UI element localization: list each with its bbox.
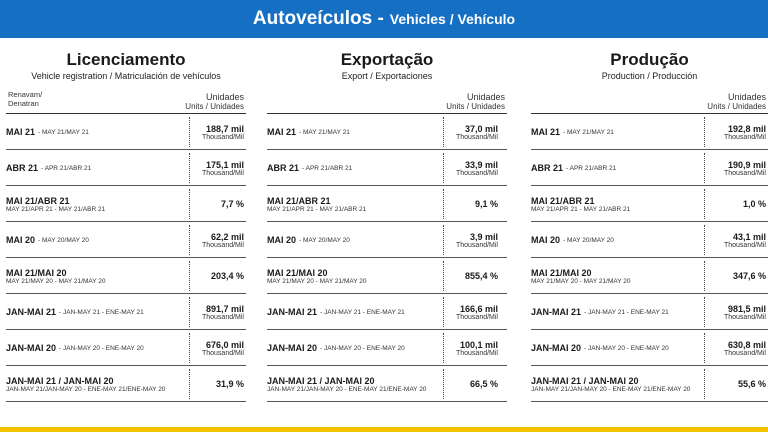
value-number: 31,9 % <box>215 379 244 389</box>
value-unit: Thousand/Mil <box>201 169 244 177</box>
table-row <box>531 222 768 258</box>
units-header-row <box>6 90 246 114</box>
row-label <box>531 186 630 222</box>
units-label <box>185 92 244 112</box>
row-value <box>704 153 768 183</box>
row-label <box>531 222 614 258</box>
period-label-translation: - JAN-MAY 21 - ENE-MAY 21 <box>59 308 144 316</box>
period-label: MAI 20 <box>267 235 297 245</box>
value-number: 9,1 % <box>474 199 498 209</box>
row-label <box>267 222 350 258</box>
column-exportacao <box>267 50 507 402</box>
table-row <box>531 294 768 330</box>
period-label-translation: MAY 21/MAY 20 - MAY 21/MAY 20 <box>6 277 106 285</box>
row-value <box>189 189 246 219</box>
row-label <box>6 258 105 294</box>
value-number: 190,9 mil <box>727 159 766 170</box>
value-unit: Thousand/Mil <box>455 349 498 357</box>
row-label <box>267 258 366 294</box>
row-label <box>531 330 669 366</box>
column-subtitle: Vehicle registration / Matriculación de vehículos <box>31 71 221 81</box>
value-number: 347,6 % <box>732 271 766 281</box>
row-value <box>704 369 768 399</box>
units-label-main: Unidades <box>466 92 505 102</box>
table-row <box>267 330 507 366</box>
table-row <box>531 366 768 402</box>
row-label <box>6 294 144 330</box>
value-number: 3,9 mil <box>469 231 498 242</box>
column-title: Produção <box>610 50 689 69</box>
value-number: 676,0 mil <box>205 339 244 350</box>
row-label <box>267 366 426 402</box>
table-row <box>6 150 246 186</box>
period-label-translation: MAY 21/MAY 20 - MAY 21/MAY 20 <box>531 277 631 285</box>
table-row <box>531 258 768 294</box>
table-row <box>6 294 246 330</box>
value-number: 855,4 % <box>464 271 498 281</box>
units-label <box>707 92 766 112</box>
period-label-translation: MAY 21/APR 21 - MAY 21/ABR 21 <box>267 205 367 213</box>
units-label-sub: Units / Unidades <box>707 102 766 111</box>
value-number: 43,1 mil <box>732 231 766 242</box>
header-banner <box>0 0 768 38</box>
column-subtitle: Export / Exportaciones <box>341 71 433 81</box>
value-number: 100,1 mil <box>459 339 498 350</box>
bottom-accent-bar <box>0 427 768 432</box>
period-label: JAN-MAI 20 <box>267 343 318 353</box>
table-row <box>267 186 507 222</box>
row-label <box>531 150 616 186</box>
value-unit: Thousand/Mil <box>723 133 766 141</box>
value-number: 891,7 mil <box>205 303 244 314</box>
table-row <box>531 186 768 222</box>
table-row <box>267 222 507 258</box>
period-label: JAN-MAI 21 <box>6 307 57 317</box>
period-label: ABR 21 <box>6 163 39 173</box>
row-label <box>6 114 89 150</box>
period-label: MAI 21/ABR 21 <box>531 195 595 206</box>
column-licenciamento <box>6 50 246 402</box>
row-label <box>6 330 144 366</box>
period-label: ABR 21 <box>531 163 564 173</box>
period-label: MAI 21/ABR 21 <box>6 195 70 206</box>
units-header-row <box>267 90 507 114</box>
row-label <box>6 366 165 402</box>
row-value <box>189 369 246 399</box>
table-row <box>531 114 768 150</box>
row-value <box>189 117 246 147</box>
period-label: JAN-MAI 21 / JAN-MAI 20 <box>6 375 114 386</box>
period-label-translation: - MAY 20/MAY 20 <box>299 236 350 244</box>
table-row <box>531 150 768 186</box>
period-label: JAN-MAI 20 <box>531 343 582 353</box>
period-label: MAI 21/MAI 20 <box>267 267 328 278</box>
row-label <box>267 186 366 222</box>
value-unit: Thousand/Mil <box>723 169 766 177</box>
row-value <box>704 261 768 291</box>
row-value <box>443 117 500 147</box>
row-value <box>443 153 500 183</box>
row-value <box>189 297 246 327</box>
value-number: 630,8 mil <box>727 339 766 350</box>
row-value <box>704 333 768 363</box>
table-row <box>6 114 246 150</box>
source-label-line-2: Denatran <box>8 99 39 108</box>
column-title: Exportação <box>340 50 434 69</box>
page-title: Autoveículos - <box>252 8 384 29</box>
table-row <box>267 294 507 330</box>
period-label-translation: - APR 21/ABR 21 <box>566 164 617 172</box>
row-label <box>531 366 690 402</box>
period-label: JAN-MAI 21 / JAN-MAI 20 <box>267 375 375 386</box>
value-number: 62,2 mil <box>210 231 244 242</box>
period-label-translation: - MAY 21/MAY 21 <box>299 128 350 136</box>
period-label-translation: - JAN-MAY 21 - ENE-MAY 21 <box>320 308 405 316</box>
column-producao <box>531 50 768 402</box>
value-unit: Thousand/Mil <box>201 133 244 141</box>
row-label <box>267 114 350 150</box>
row-value <box>443 369 500 399</box>
period-label: MAI 21/ABR 21 <box>267 195 331 206</box>
page-subtitle: Vehicles / Vehículo <box>389 11 516 27</box>
table-row <box>6 366 246 402</box>
period-label-translation: - APR 21/ABR 21 <box>41 164 92 172</box>
row-value <box>704 117 768 147</box>
period-label-translation: - JAN-MAY 20 - ENE-MAY 20 <box>320 344 405 352</box>
period-label-translation: MAY 21/APR 21 - MAY 21/ABR 21 <box>531 205 631 213</box>
table-row <box>6 222 246 258</box>
column-subtitle: Production / Producción <box>601 71 698 81</box>
row-value <box>443 225 500 255</box>
row-label <box>6 150 91 186</box>
value-number: 192,8 mil <box>727 123 766 134</box>
period-label-translation: - MAY 20/MAY 20 <box>563 236 614 244</box>
value-number: 1,0 % <box>742 199 766 209</box>
value-number: 33,9 mil <box>464 159 498 170</box>
table-row <box>531 330 768 366</box>
value-number: 175,1 mil <box>205 159 244 170</box>
period-label: JAN-MAI 20 <box>6 343 57 353</box>
row-value <box>443 189 500 219</box>
period-label-translation: - JAN-MAY 20 - ENE-MAY 20 <box>584 344 669 352</box>
value-unit: Thousand/Mil <box>455 169 498 177</box>
row-label <box>531 114 614 150</box>
row-value <box>443 333 500 363</box>
period-label-translation: JAN-MAY 21/JAN-MAY 20 - ENE-MAY 21/ENE-MAY 20 <box>267 385 427 393</box>
table-row <box>6 258 246 294</box>
column-title: Licenciamento <box>66 50 186 69</box>
value-number: 7,7 % <box>220 199 244 209</box>
period-label-translation: JAN-MAY 21/JAN-MAY 20 - ENE-MAY 21/ENE-MAY 20 <box>531 385 691 393</box>
table-row <box>267 114 507 150</box>
value-unit: Thousand/Mil <box>201 313 244 321</box>
row-value <box>189 153 246 183</box>
row-value <box>189 225 246 255</box>
value-number: 203,4 % <box>210 271 244 281</box>
units-label-main: Unidades <box>727 92 766 102</box>
row-label <box>531 258 630 294</box>
row-value <box>443 261 500 291</box>
period-label: MAI 20 <box>531 235 561 245</box>
period-label-translation: MAY 21/MAY 20 - MAY 21/MAY 20 <box>267 277 367 285</box>
period-label: MAI 21 <box>531 127 561 137</box>
period-label-translation: - APR 21/ABR 21 <box>302 164 353 172</box>
value-unit: Thousand/Mil <box>723 349 766 357</box>
period-label: JAN-MAI 21 <box>267 307 318 317</box>
column-header <box>6 50 246 82</box>
value-unit: Thousand/Mil <box>455 133 498 141</box>
row-label <box>6 222 89 258</box>
row-value <box>189 261 246 291</box>
row-label <box>531 294 669 330</box>
source-label <box>8 90 42 108</box>
row-label <box>6 186 105 222</box>
row-value <box>704 297 768 327</box>
row-value <box>704 189 768 219</box>
period-label: ABR 21 <box>267 163 300 173</box>
period-label-translation: - JAN-MAY 21 - ENE-MAY 21 <box>584 308 669 316</box>
period-label: JAN-MAI 21 / JAN-MAI 20 <box>531 375 639 386</box>
row-label <box>267 150 352 186</box>
period-label-translation: MAY 21/APR 21 - MAY 21/ABR 21 <box>6 205 106 213</box>
units-header-row <box>531 90 768 114</box>
table-row <box>267 150 507 186</box>
row-value <box>704 225 768 255</box>
value-unit: Thousand/Mil <box>723 241 766 249</box>
row-label <box>267 330 405 366</box>
period-label-translation: - JAN-MAY 20 - ENE-MAY 20 <box>59 344 144 352</box>
column-header <box>267 50 507 82</box>
value-unit: Thousand/Mil <box>455 241 498 249</box>
value-unit: Thousand/Mil <box>455 313 498 321</box>
value-number: 981,5 mil <box>727 303 766 314</box>
period-label-translation: - MAY 20/MAY 20 <box>38 236 89 244</box>
value-number: 166,6 mil <box>459 303 498 314</box>
units-label-sub: Units / Unidades <box>446 102 505 111</box>
table-row <box>6 330 246 366</box>
row-value <box>443 297 500 327</box>
period-label: MAI 21 <box>6 127 36 137</box>
period-label-translation: JAN-MAY 21/JAN-MAY 20 - ENE-MAY 21/ENE-MAY 20 <box>6 385 166 393</box>
value-unit: Thousand/Mil <box>723 313 766 321</box>
period-label: MAI 21 <box>267 127 297 137</box>
value-unit: Thousand/Mil <box>201 241 244 249</box>
period-label: MAI 21/MAI 20 <box>531 267 592 278</box>
value-unit: Thousand/Mil <box>201 349 244 357</box>
period-label-translation: - MAY 21/MAY 21 <box>563 128 614 136</box>
table-row <box>267 366 507 402</box>
period-label-translation: - MAY 21/MAY 21 <box>38 128 89 136</box>
column-header <box>531 50 768 82</box>
table-row <box>267 258 507 294</box>
value-number: 37,0 mil <box>464 123 498 134</box>
units-label <box>446 92 505 112</box>
period-label: MAI 20 <box>6 235 36 245</box>
units-label-main: Unidades <box>205 92 244 102</box>
value-number: 66,5 % <box>469 379 498 389</box>
table-row <box>6 186 246 222</box>
source-label-line-1: Renavam/ <box>8 90 43 99</box>
units-label-sub: Units / Unidades <box>185 102 244 111</box>
period-label: JAN-MAI 21 <box>531 307 582 317</box>
period-label: MAI 21/MAI 20 <box>6 267 67 278</box>
row-label <box>267 294 405 330</box>
value-number: 55,6 % <box>737 379 766 389</box>
row-value <box>189 333 246 363</box>
value-number: 188,7 mil <box>205 123 244 134</box>
